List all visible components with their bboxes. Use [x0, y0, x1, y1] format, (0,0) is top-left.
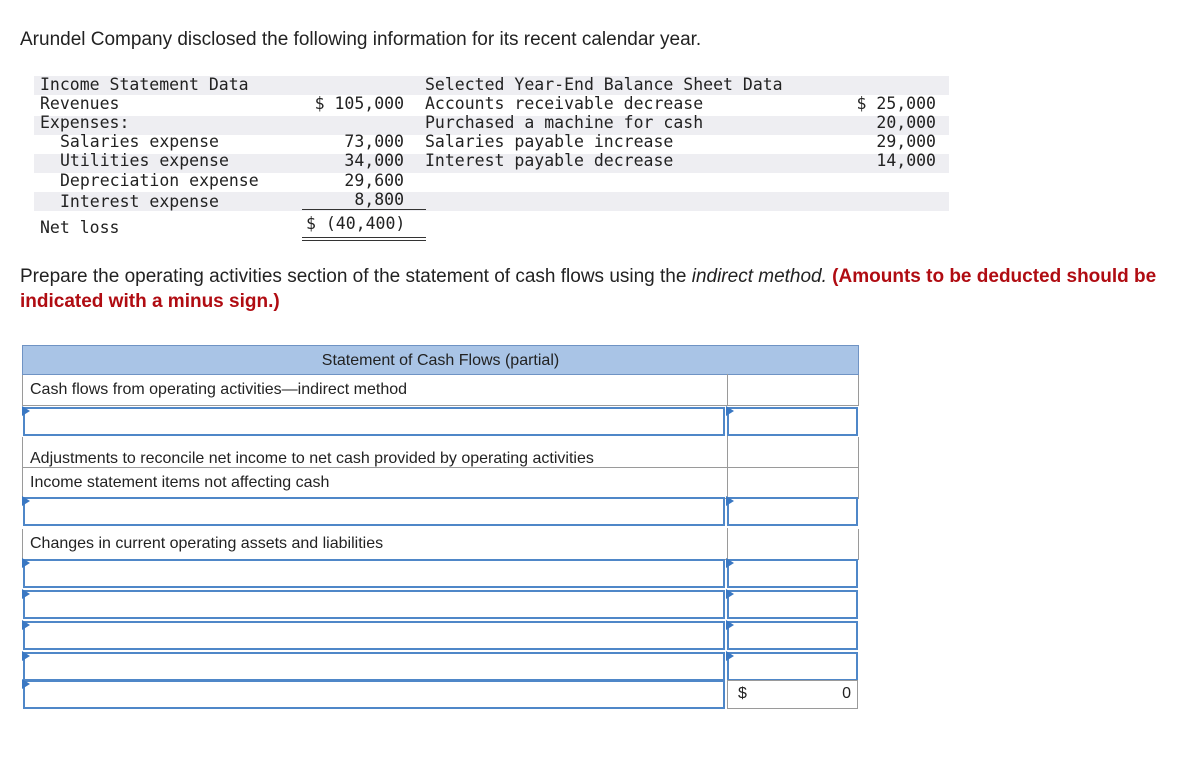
section-adjustments-label: Adjustments to reconcile net income to net cash provided by operating activities — [30, 450, 594, 467]
machine-label: Purchased a machine for cash — [425, 113, 704, 132]
amount-input[interactable] — [727, 590, 858, 619]
total-row — [22, 679, 859, 710]
amount-cell — [727, 528, 859, 559]
amount-input[interactable] — [727, 407, 858, 436]
salaries-expense-value: 73,000 — [344, 132, 404, 151]
instructions-note: (Amounts to be deducted should be indicated with a minus sign.) — [20, 266, 1157, 312]
input-row — [22, 651, 859, 682]
dropdown-marker-icon — [22, 679, 30, 689]
section-row — [22, 529, 859, 560]
utilities-expense-value: 34,000 — [344, 151, 404, 170]
depreciation-expense-value: 29,600 — [344, 171, 404, 190]
double-rule-top — [302, 237, 426, 238]
instructions — [20, 264, 1170, 314]
ar-label: Accounts receivable decrease — [425, 94, 704, 113]
amount-cell — [727, 467, 859, 498]
interest-payable-label: Interest payable decrease — [425, 151, 674, 170]
instructions-method: indirect method. — [691, 266, 827, 287]
net-loss-label: Net loss — [40, 218, 120, 237]
net-loss-value: $ (40,400) — [306, 214, 406, 233]
dropdown-marker-icon — [726, 620, 734, 630]
utilities-expense-label: Utilities expense — [60, 151, 229, 170]
dropdown-marker-icon — [22, 496, 30, 506]
total-value: 0 — [842, 685, 851, 702]
section-row — [22, 437, 859, 468]
double-rule-bottom — [302, 240, 426, 241]
salaries-expense-label: Salaries expense — [60, 132, 219, 151]
intro-text: Arundel Company disclosed the following information for its recent calendar year. — [20, 29, 702, 50]
amount-input[interactable] — [727, 652, 858, 681]
total-currency: $ — [738, 685, 747, 702]
dropdown-marker-icon — [22, 406, 30, 416]
section-changes-label: Changes in current operating assets and liabilities — [30, 535, 384, 552]
section-noncash-label: Income statement items not affecting cash — [30, 474, 330, 491]
section-row — [22, 375, 859, 406]
section-row — [22, 468, 859, 499]
amount-input[interactable] — [727, 497, 858, 526]
expenses-label: Expenses: — [40, 113, 130, 132]
dropdown-marker-icon — [22, 558, 30, 568]
total-label-select[interactable] — [23, 680, 725, 709]
depreciation-expense-label: Depreciation expense — [60, 171, 259, 190]
interest-expense-value: 8,800 — [354, 190, 404, 209]
revenues-label: Revenues — [40, 94, 120, 113]
input-row — [22, 620, 859, 651]
input-row — [22, 589, 859, 620]
amount-cell — [727, 374, 859, 405]
input-row — [22, 406, 859, 437]
amount-input[interactable] — [727, 621, 858, 650]
revenues-value: $ 105,000 — [314, 94, 404, 113]
amount-cell — [727, 436, 859, 467]
line-item-select[interactable] — [23, 407, 725, 436]
input-row — [22, 496, 859, 527]
statement-title: Statement of Cash Flows (partial) — [22, 345, 859, 375]
section-operating-label: Cash flows from operating activities—indirect method — [30, 381, 408, 398]
machine-value: 20,000 — [876, 113, 936, 132]
dropdown-marker-icon — [22, 620, 30, 630]
dropdown-marker-icon — [726, 589, 734, 599]
line-item-select[interactable] — [23, 497, 725, 526]
line-item-select[interactable] — [23, 559, 725, 588]
ar-value: $ 25,000 — [856, 94, 936, 113]
line-item-select[interactable] — [23, 590, 725, 619]
dropdown-marker-icon — [726, 496, 734, 506]
line-item-select[interactable] — [23, 652, 725, 681]
dropdown-marker-icon — [22, 589, 30, 599]
line-item-select[interactable] — [23, 621, 725, 650]
total-amount-cell — [727, 680, 858, 709]
interest-expense-label: Interest expense — [60, 192, 219, 211]
interest-payable-value: 14,000 — [876, 151, 936, 170]
input-row — [22, 558, 859, 589]
dropdown-marker-icon — [726, 651, 734, 661]
dropdown-marker-icon — [22, 651, 30, 661]
instructions-text: Prepare the operating activities section of the statement of cash flows using the — [20, 266, 692, 287]
dropdown-marker-icon — [726, 558, 734, 568]
balance-header: Selected Year-End Balance Sheet Data — [425, 75, 783, 94]
salaries-payable-value: 29,000 — [876, 132, 936, 151]
salaries-payable-label: Salaries payable increase — [425, 132, 674, 151]
dropdown-marker-icon — [726, 406, 734, 416]
subtotal-rule — [302, 209, 426, 210]
income-header: Income Statement Data — [40, 75, 249, 94]
amount-input[interactable] — [727, 559, 858, 588]
given-data-block — [34, 74, 949, 244]
